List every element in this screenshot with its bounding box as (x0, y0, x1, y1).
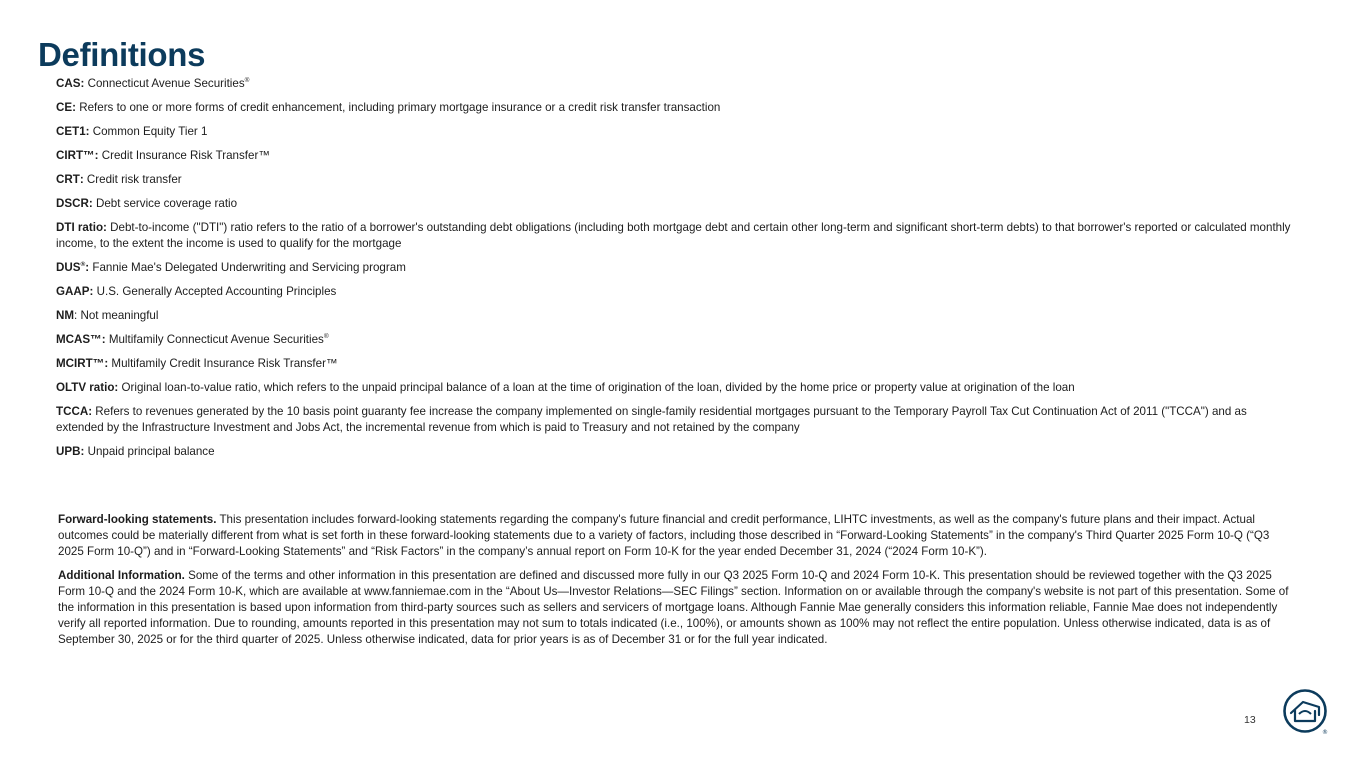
definition-term: GAAP: (56, 285, 94, 298)
definition-item (56, 356, 1296, 372)
note-heading: Additional Information. (58, 569, 185, 582)
definition-text: Refers to one or more forms of credit enhancement, including primary mortgage insurance or a credit risk transfer transaction (75, 101, 721, 114)
definition-text: : Not meaningful (74, 309, 159, 322)
definition-text: Common Equity Tier 1 (89, 125, 208, 138)
page-number: 13 (1244, 714, 1256, 726)
definition-term: MCAS™: (56, 333, 106, 346)
definition-item (56, 260, 1296, 276)
definition-item: MCAS™: Multifamily Connecticut Avenue Securities® (56, 333, 329, 346)
definition-term: DTI ratio: (56, 221, 107, 234)
disclosures (58, 512, 1290, 656)
definition-term: OLTV ratio: (56, 381, 119, 394)
definition-item (56, 404, 1296, 436)
definition-text: Debt service coverage ratio (92, 197, 238, 210)
definition-item (56, 284, 1296, 300)
definition-term: NM (56, 309, 75, 322)
note-text: Some of the terms and other information in this presentation are defined and discussed more fully in our Q3 2025 Form 10-Q and 2024 Form 10-K. This presentation should be reviewed together with the Q3 2025 Form 10-Q and the 2024 Form 10-K, which are available at www.fanniemae.com in the “About Us—Investor Relations—SEC Filings” section. Information on or available through the company's website is not part of this presentation. Some of the information in this presentation is based upon information from third-party sources such as sellers and servicers of mortgage loans. Although Fannie Mae generally considers this information reliable, Fannie Mae does not independently verify all reported information. Due to rounding, amounts reported in this presentation may not sum to totals indicated (i.e., 100%), or amounts shown as 100% may not reflect the entire population. Unless otherwise indicated, data is as of September 30, 2025 or for the third quarter of 2025. Unless otherwise indicated, data for prior years is as of December 31 or for the full year indicated. (58, 569, 1289, 646)
registered-mark: ® (1322, 729, 1328, 736)
house-logo-icon (1282, 688, 1330, 736)
definition-text: Multifamily Credit Insurance Risk Transfer™ (108, 357, 338, 370)
definition-text: Debt-to-income ("DTI") ratio refers to the ratio of a borrower's outstanding debt obligations (including both mortgage debt and certain other long-term and significant short-term debts) to that borrower's reported or calculated monthly income, to the extent the income is used to qualify for the mortgage (56, 221, 1291, 250)
definition-term: CET1: (56, 125, 90, 138)
definition-item (56, 100, 1296, 116)
definition-text: Original loan-to-value ratio, which refers to the unpaid principal balance of a loan at the time of origination of the loan, divided by the home price or property value at origination of the loan (118, 381, 1075, 394)
definition-text: Fannie Mae's Delegated Underwriting and Servicing program (89, 261, 406, 274)
page-title: Definitions (38, 36, 206, 73)
definition-term: CAS: (56, 77, 85, 90)
forward-looking-statements (58, 512, 1290, 560)
note-heading: Forward-looking statements. (58, 513, 217, 526)
definition-item (56, 380, 1296, 396)
definition-item (56, 308, 1296, 324)
definition-text: Refers to revenues generated by the 10 basis point guaranty fee increase the company implemented on single-family residential mortgages pursuant to the Temporary Payroll Tax Cut Continuation Act of 2011 ("TCCA") and as extended by the Infrastructure Investment and Jobs Act, the incremental revenue from which is paid to Treasury and not retained by the company (56, 405, 1247, 434)
definition-item (56, 444, 1296, 460)
definition-item (56, 196, 1296, 212)
definition-text: Multifamily Connecticut Avenue Securities (105, 333, 324, 346)
definition-term: DUS®: (56, 261, 90, 274)
definition-text: U.S. Generally Accepted Accounting Principles (93, 285, 337, 298)
note-text: This presentation includes forward-looking statements regarding the company's future financial and credit performance, LIHTC investments, as well as the company's future plans and their impact. Actual outcomes could be materially different from what is set forth in these forward-looking statements due to a variety of factors, including those described in “Forward-Looking Statements” in the company's Third Quarter 2025 Form 10-Q (“Q3 2025 Form 10-Q”) and in “Forward-Looking Statements” and “Risk Factors” in the company’s annual report on Form 10-K for the year ended December 31, 2024 (“2024 Form 10-K”). (58, 513, 1270, 558)
definition-term: CIRT™: (56, 149, 99, 162)
definition-item (56, 172, 1296, 188)
definition-term: MCIRT™: (56, 357, 109, 370)
definition-term: CRT: (56, 173, 84, 186)
definition-term: CE: (56, 101, 76, 114)
definitions-list (56, 76, 1296, 468)
definition-item: CAS: Connecticut Avenue Securities® (56, 77, 250, 90)
definition-text: Credit Insurance Risk Transfer™ (98, 149, 270, 162)
definition-text: Credit risk transfer (83, 173, 182, 186)
definition-text: Unpaid principal balance (84, 445, 215, 458)
definition-term: TCCA: (56, 405, 93, 418)
additional-information (58, 568, 1290, 648)
definition-item (56, 220, 1296, 252)
definition-item (56, 124, 1296, 140)
definition-item (56, 148, 1296, 164)
definition-term: DSCR: (56, 197, 93, 210)
definition-term: UPB: (56, 445, 85, 458)
definition-text: Connecticut Avenue Securities (84, 77, 245, 90)
